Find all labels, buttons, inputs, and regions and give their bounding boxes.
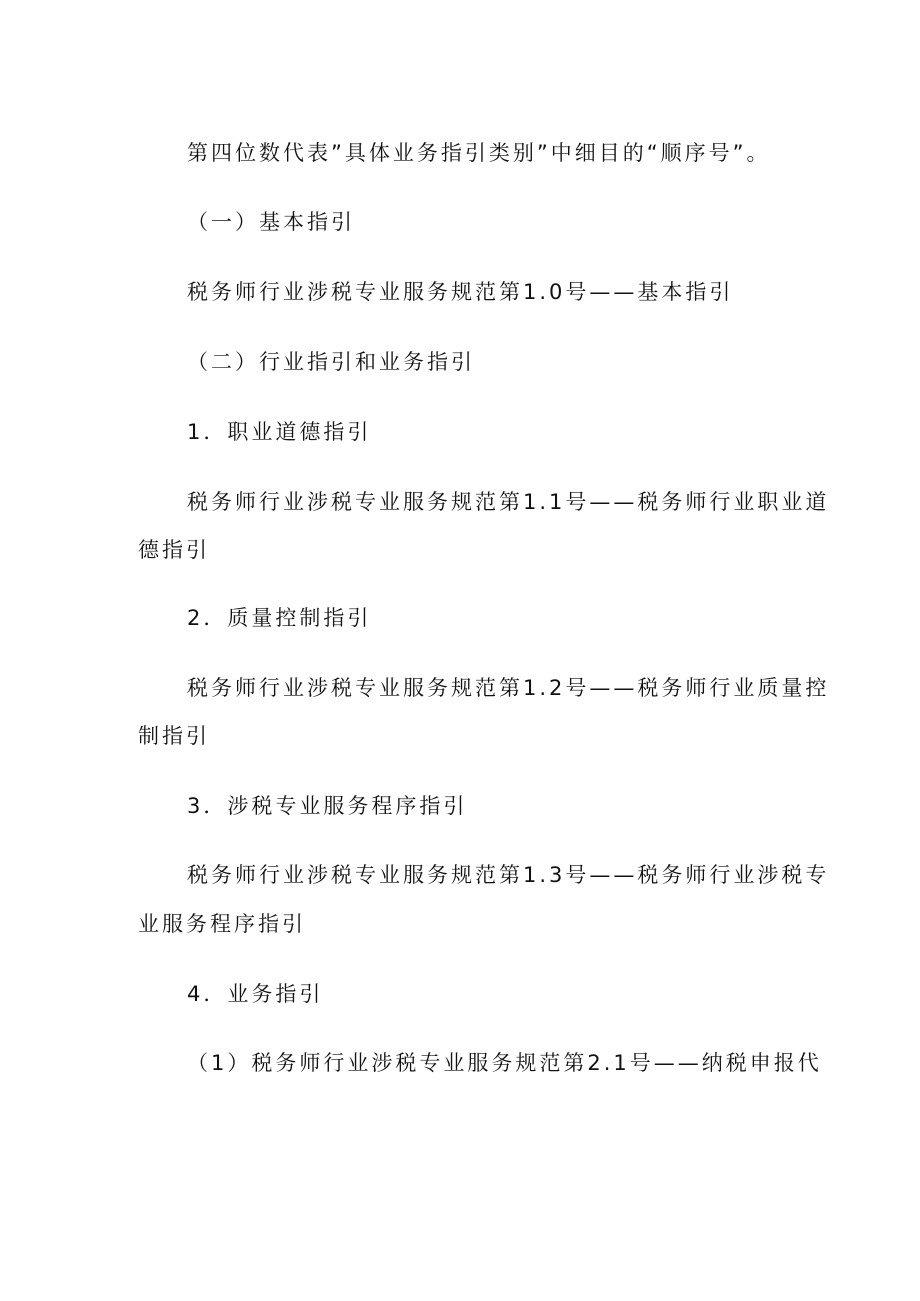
text-line-procedure-2: 业服务程序指引 [138, 912, 306, 936]
text-line-intro: 第四位数代表”具体业务指引类别”中细目的“顺序号”。 [187, 141, 771, 165]
section-heading-basic: （一）基本指引 [187, 210, 355, 234]
text-line-ethics-2: 德指引 [138, 538, 210, 562]
item-heading-quality: 2．质量控制指引 [187, 606, 372, 630]
item-heading-procedure: 3．涉税专业服务程序指引 [187, 794, 468, 818]
text-line-ethics-1: 税务师行业涉税专业服务规范第1.1号——税务师行业职业道 [187, 490, 830, 514]
item-heading-ethics: 1．职业道德指引 [187, 420, 372, 444]
section-heading-industry: （二）行业指引和业务指引 [187, 350, 475, 374]
text-line-business-1: （1）税务师行业涉税专业服务规范第2.1号——纳税申报代 [187, 1051, 822, 1075]
item-heading-business: 4．业务指引 [187, 982, 324, 1006]
text-line-procedure-1: 税务师行业涉税专业服务规范第1.3号——税务师行业涉税专 [187, 863, 830, 887]
text-line-quality-1: 税务师行业涉税专业服务规范第1.2号——税务师行业质量控 [187, 676, 830, 700]
text-line-quality-2: 制指引 [138, 724, 210, 748]
text-line-basic-guideline: 税务师行业涉税专业服务规范第1.0号——基本指引 [187, 280, 734, 304]
